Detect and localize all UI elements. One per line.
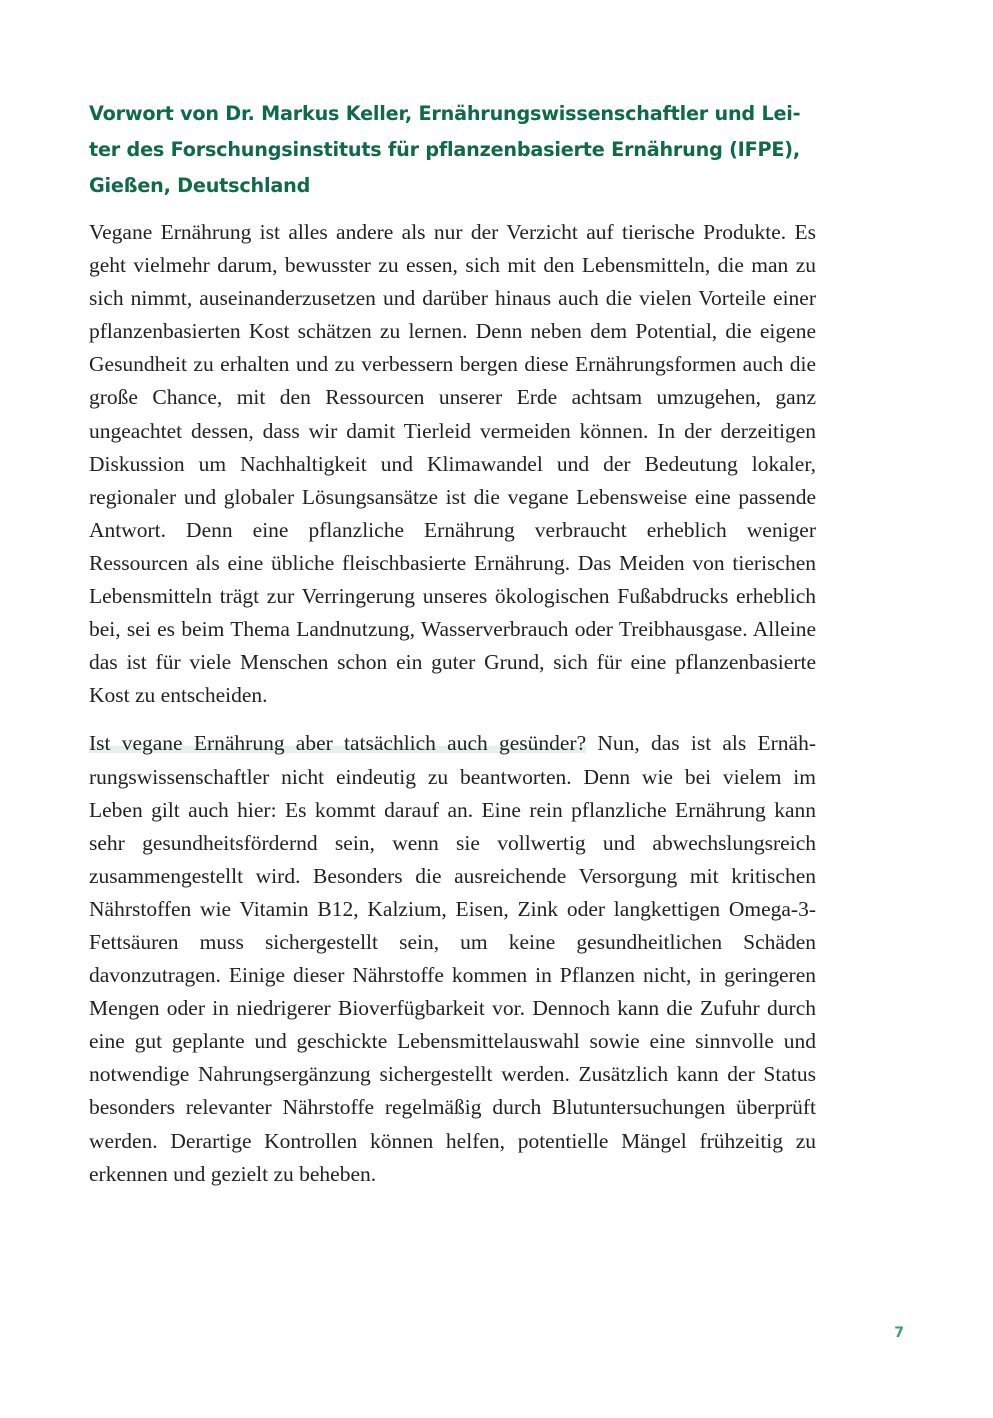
page-content bbox=[89, 96, 816, 1191]
foreword-heading: Vorwort von Dr. Markus Keller, Ernährungswissenschaftler und Leiter des Forschungsinstituts für pflanzenbasierte Ernährung (IFPE), Gießen, Deutschland bbox=[89, 102, 801, 197]
paragraph-1: Vegane Ernährung ist alles andere als nur der Verzicht auf tierische Produkte. Es geht vielmehr darum, bewusster zu essen, sich mit den Lebensmitteln, die man zu sich nimmt, auseinanderzusetzen und darüber hinaus auch die vielen Vorteile einer pflanzenbasierten Kost schätzen zu lernen. Denn neben dem Potential, die eigene Gesundheit zu erhalten und zu verbessern bergen diese Ernährungsformen auch die große Chance, mit den Ressourcen unserer Erde achtsam umzugehen, ganz ungeachtet dessen, dass wir damit Tierleid vermeiden können. In der derzeitigen Diskussion um Nachhaltigkeit und Klimawandel und der Bedeutung lokaler, regionaler und globaler Lösungsansätze ist die vegane Lebensweise eine passende Antwort. Denn eine pflanzliche Ernährung verbraucht erheblich weniger Ressourcen als eine übliche fleischbasierte Ernährung. Das Meiden von tierischen Lebensmitteln trägt zur Verringerung unseres ökologischen Fußabdrucks erheblich bei, sei es beim Thema Landnutzung, Wasserverbrauch oder Treibhausgase. Alleine das ist für viele Menschen schon ein guter Grund, sich für eine pflanzenbasierte Kost zu entscheiden. bbox=[89, 220, 816, 708]
paragraph-2-text: Nun, das ist als Ernährungswissenschaftler nicht eindeutig zu beantworten. Denn wie bei vielem im Leben gilt auch hier: Es kommt darauf an. Eine rein pflanzliche Ernährung kann sehr gesundheitsfördernd sein, wenn sie vollwertig und abwechslungsreich zusammengestellt wird. Besonders die ausreichende Versorgung mit kritischen Nährstoffen wie Vitamin B12, Kalzium, Eisen, Zink oder langkettigen Omega-3-Fettsäuren muss sichergestellt sein, um keine gesundheitlichen Schäden davonzutragen. Einige dieser Nährstoffe kommen in Pflanzen nicht, in geringeren Mengen oder in niedrigerer Bioverfügbarkeit vor. Dennoch kann die Zufuhr durch eine gut geplante und geschickte Lebensmittelauswahl sowie eine sinnvolle und notwendige Nahrungsergänzung sichergestellt werden. Zusätzlich kann der Status besonders relevanter Nährstoffe regelmäßig durch Blutuntersuchungen überprüft werden. Derartige Kontrollen können helfen, potentielle Mängel frühzeitig zu erkennen und gezielt zu beheben. bbox=[89, 731, 816, 1186]
paragraph-2 bbox=[89, 727, 816, 1190]
highlighted-question: Ist vegane Ernährung aber tatsächlich auch gesünder? bbox=[89, 731, 587, 756]
page-number: 7 bbox=[894, 1325, 904, 1341]
